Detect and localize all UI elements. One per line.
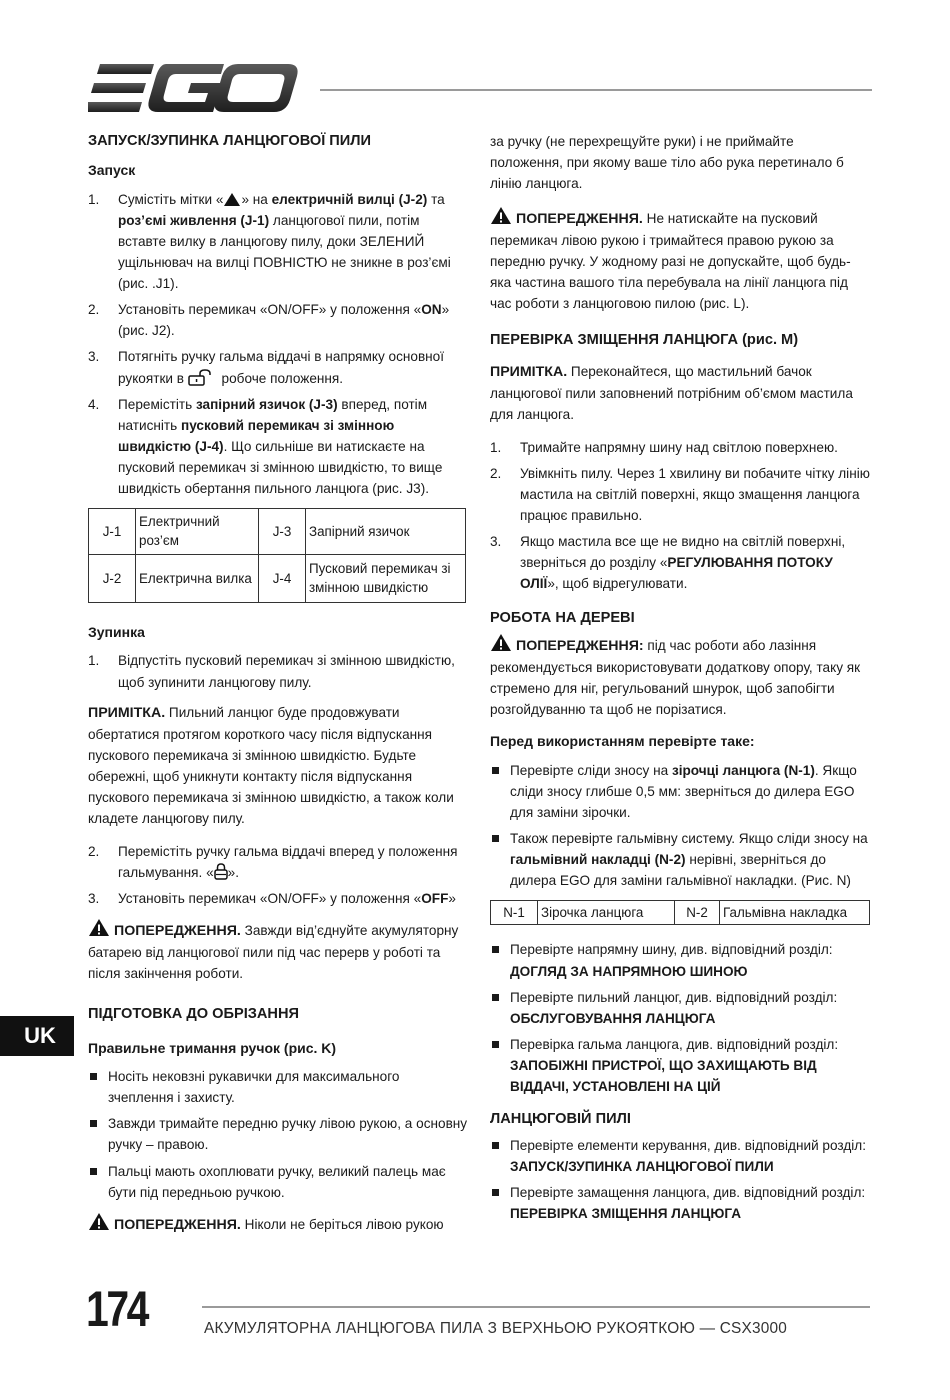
subsection-title-start: Запуск xyxy=(88,162,136,179)
warning-icon xyxy=(88,918,110,937)
stop-steps-b xyxy=(88,841,468,909)
list-item: Носіть нековзні рукавички для максимального зчеплення і захисту. xyxy=(88,1066,468,1108)
oil-step-3: 3. Якщо мастила все ще не видно на світлій поверхні, зверніться до розділу «РЕГУЛЮВАННЯ ПОТОКУ ОЛІЇ», щоб відрегулювати. xyxy=(490,531,870,594)
chainsaw-bullets xyxy=(490,1135,870,1224)
table-cell: J-4 xyxy=(259,554,306,602)
table-cell: N-2 xyxy=(675,901,720,925)
oil-step-2: 2. Увімкніть пилу. Через 1 хвилину ви побачите чітку лінію мастила на світлій поверхні, якщо змащення ланцюга працює правильно. xyxy=(490,463,870,526)
bullet-icon xyxy=(492,1142,499,1149)
stop-step-2: 2. Перемістіть ручку гальма віддачі вперед у положення гальмування. « ». xyxy=(88,841,468,883)
continued-text: за ручку (не перехрещуйте руки) і не приймайте положення, при якому ваше тіло або рука перетинало б лінію ланцюга. xyxy=(490,134,844,192)
table-cell: Гальмівна накладка xyxy=(720,901,870,925)
start-steps xyxy=(88,189,468,499)
oil-step-1: 1. Тримайте напрямну шину над світлою поверхнею. xyxy=(490,437,870,458)
bullet-icon xyxy=(492,1189,499,1196)
stop-step-3: 3. Установіть перемикач «ON/OFF» у положення «OFF» xyxy=(88,888,468,909)
step-number: 2. xyxy=(490,466,502,482)
subsection-title-precheck: Перед використанням перевірте таке: xyxy=(490,733,755,750)
prep-warning: ПОПЕРЕДЖЕННЯ. Ніколи не беріться лівою рукою xyxy=(88,1212,468,1236)
trigger-warning: ПОПЕРЕДЖЕННЯ. Не натискайте на пусковий перемикач лівою рукою і тримайтеся правою рукою за передню ручку. У жодному разі не допускайте, щоб будь-яка частина вашого тіла перебувала на лінії ланцюга під час роботи з ланцюговою пилою (рис. L). xyxy=(490,206,870,314)
warning-icon xyxy=(490,633,512,652)
precheck-bullets-a xyxy=(490,760,870,891)
start-step-1: 1. Сумістіть мітки « » на електричній вилці (J-2) та роз’ємі живлення (J-1) ланцюгової пили, потім вставте вилку в ланцюгову пилу, доки ЗЕЛЕНИЙ ущільнювач на вилці ПОВНІСТЮ не зникне в роз’ємі (рис. .J1). xyxy=(88,189,468,294)
page-number: 174 xyxy=(86,1281,148,1337)
list-item: Перевірте елементи керування, див. відповідний розділ: ЗАПУСК/ЗУПИНКА ЛАНЦЮГОВОЇ ПИЛИ xyxy=(490,1135,870,1177)
table-row xyxy=(89,508,466,554)
list-item: Пальці мають охоплювати ручку, великий палець має бути під передньою ручкою. xyxy=(88,1161,468,1203)
table-cell: Запірний язичок xyxy=(306,508,466,554)
step-number: 1. xyxy=(490,439,502,455)
prep-bullets xyxy=(88,1066,468,1202)
start-step-3: 3. Потягніть ручку гальма віддачі в напрямку основної рукоятки в робоче положення. xyxy=(88,346,468,388)
table-cell: Електричний роз’єм xyxy=(136,508,259,554)
tree-warning: ПОПЕРЕДЖЕННЯ: під час роботи або лазіння рекомендується використовувати додаткову опору, таку як стремено для ніг, регульований шнурок, щоб запобігти розгойдуванню та щоб не порізатися. xyxy=(490,633,870,720)
footer-rule xyxy=(202,1306,870,1308)
section-title-chainsaw: ЛАНЦЮГОВІЙ ПИЛІ xyxy=(490,1110,631,1127)
subsection-title-handles: Правильне тримання ручок (рис. K) xyxy=(88,1039,337,1056)
table-row xyxy=(491,901,870,925)
table-cell: Зірочка ланцюга xyxy=(538,901,675,925)
stop-note: ПРИМІТКА. Пильний ланцюг буде продовжувати обертатися протягом короткого часу після відпускання пускового перемикача зі змінною швидкістю. Будьте обережні, щоб уникнути контакту після відпускання пускового перемикача зі змінною швидкістю, а також коли кладете ланцюгову пилу. xyxy=(88,704,454,826)
subsection-title-stop: Зупинка xyxy=(88,623,145,640)
list-item: Перевірте замащення ланцюга, див. відповідний розділ: ПЕРЕВІРКА ЗМІЩЕННЯ ЛАНЦЮГА xyxy=(490,1182,870,1224)
table-cell: J-2 xyxy=(89,554,136,602)
parts-table-n xyxy=(490,900,870,925)
stop-steps-a xyxy=(88,650,468,692)
table-row xyxy=(89,554,466,602)
triangle-mark-icon xyxy=(223,192,241,207)
section-title-oil-check: ПЕРЕВІРКА ЗМІЩЕННЯ ЛАНЦЮГА (рис. M) xyxy=(490,332,799,349)
step-number: 1. xyxy=(88,192,100,208)
table-cell: N-1 xyxy=(491,901,538,925)
step-number: 2. xyxy=(88,843,100,859)
list-item: Перевірте сліди зносу на зірочці ланцюга (N-1). Якщо сліди зносу глибше 0,5 мм: зверніться до дилера EGO для заміни зірочки. xyxy=(490,760,870,823)
bullet-icon xyxy=(90,1168,97,1175)
list-item: Завжди тримайте передню ручку лівою рукою, а основну ручку – правою. xyxy=(88,1113,468,1155)
step-number: 3. xyxy=(88,891,100,907)
warning-icon xyxy=(490,206,512,225)
ego-logo-mark xyxy=(88,62,300,114)
bullet-icon xyxy=(492,994,499,1001)
bullet-icon xyxy=(492,946,499,953)
oil-steps xyxy=(490,437,870,594)
step-number: 3. xyxy=(88,349,100,365)
header-rule xyxy=(320,89,872,91)
start-step-2: 2. Установіть перемикач «ON/OFF» у положення «ON» (рис. J2). xyxy=(88,299,468,341)
step-number: 3. xyxy=(490,534,502,550)
left-column xyxy=(88,131,468,1244)
start-step-4: 4. Перемістіть запірний язичок (J-3) вперед, потім натисніть пусковий перемикач зі змінною швидкістю (J-4). Що сильніше ви натискаєте на пусковий перемикач зі змінною швидкістю, то вище швидкість обертання пильного ланцюга (рис. J3). xyxy=(88,394,468,499)
bullet-icon xyxy=(90,1073,97,1080)
bullet-icon xyxy=(90,1120,97,1127)
language-tab: UK xyxy=(0,1016,74,1056)
table-cell: Пусковий перемикач зі змінною швидкістю xyxy=(306,554,466,602)
right-column xyxy=(490,131,870,1234)
oil-note: ПРИМІТКА. Переконайтеся, що мастильний бачок ланцюгової пили заповнений потрібним об’ємом мастила для ланцюга. xyxy=(490,363,853,422)
section-title-prep: ПІДГОТОВКА ДО ОБРІЗАННЯ xyxy=(88,1006,299,1023)
step-number: 4. xyxy=(88,396,100,412)
bullet-icon xyxy=(492,835,499,842)
table-cell: Електрична вилка xyxy=(136,554,259,602)
bullet-icon xyxy=(492,767,499,774)
footer-title: АКУМУЛЯТОРНА ЛАНЦЮГОВА ПИЛА З ВЕРХНЬОЮ РУКОЯТКОЮ — CSX3000 xyxy=(204,1320,787,1337)
parts-table-j xyxy=(88,508,466,603)
section-title-start-stop: ЗАПУСК/ЗУПИНКА ЛАНЦЮГОВОЇ ПИЛИ xyxy=(88,133,372,149)
ego-logo xyxy=(88,62,300,120)
locked-padlock-icon xyxy=(214,863,228,880)
list-item: Перевірте напрямну шину, див. відповідний розділ: ДОГЛЯД ЗА НАПРЯМНОЮ ШИНОЮ xyxy=(490,939,870,981)
list-item: Перевірка гальма ланцюга, див. відповідний розділ: ЗАПОБІЖНІ ПРИСТРОЇ, ЩО ЗАХИЩАЮТЬ ВІД ВІДДАЧІ, УСТАНОВЛЕНІ НА ЦІЙ xyxy=(490,1034,870,1097)
stop-step-1: 1. Відпустіть пусковий перемикач зі змінною швидкістю, щоб зупинити ланцюгову пилу. xyxy=(88,650,468,692)
list-item: Також перевірте гальмівну систему. Якщо сліди зносу на гальмівний накладці (N-2) нерівні, зверніться до дилера EGO для заміни гальмівної накладки. (Рис. N) xyxy=(490,828,870,891)
list-item: Перевірте пильний ланцюг, див. відповідний розділ: ОБСЛУГОВУВАННЯ ЛАНЦЮГА xyxy=(490,987,870,1029)
precheck-bullets-b xyxy=(490,939,870,1096)
table-cell: J-3 xyxy=(259,508,306,554)
step-number: 2. xyxy=(88,302,100,318)
stop-warning: ПОПЕРЕДЖЕННЯ. Завжди від’єднуйте акумуляторну батарею від ланцюгової пили під час перерв у роботі та після закінчення роботи. xyxy=(88,918,468,984)
step-number: 1. xyxy=(88,653,100,669)
table-cell: J-1 xyxy=(89,508,136,554)
section-title-tree-work: РОБОТА НА ДЕРЕВІ xyxy=(490,610,635,627)
unlocked-padlock-icon xyxy=(188,369,218,386)
warning-icon xyxy=(88,1212,110,1231)
bullet-icon xyxy=(492,1041,499,1048)
page-header xyxy=(88,62,872,114)
